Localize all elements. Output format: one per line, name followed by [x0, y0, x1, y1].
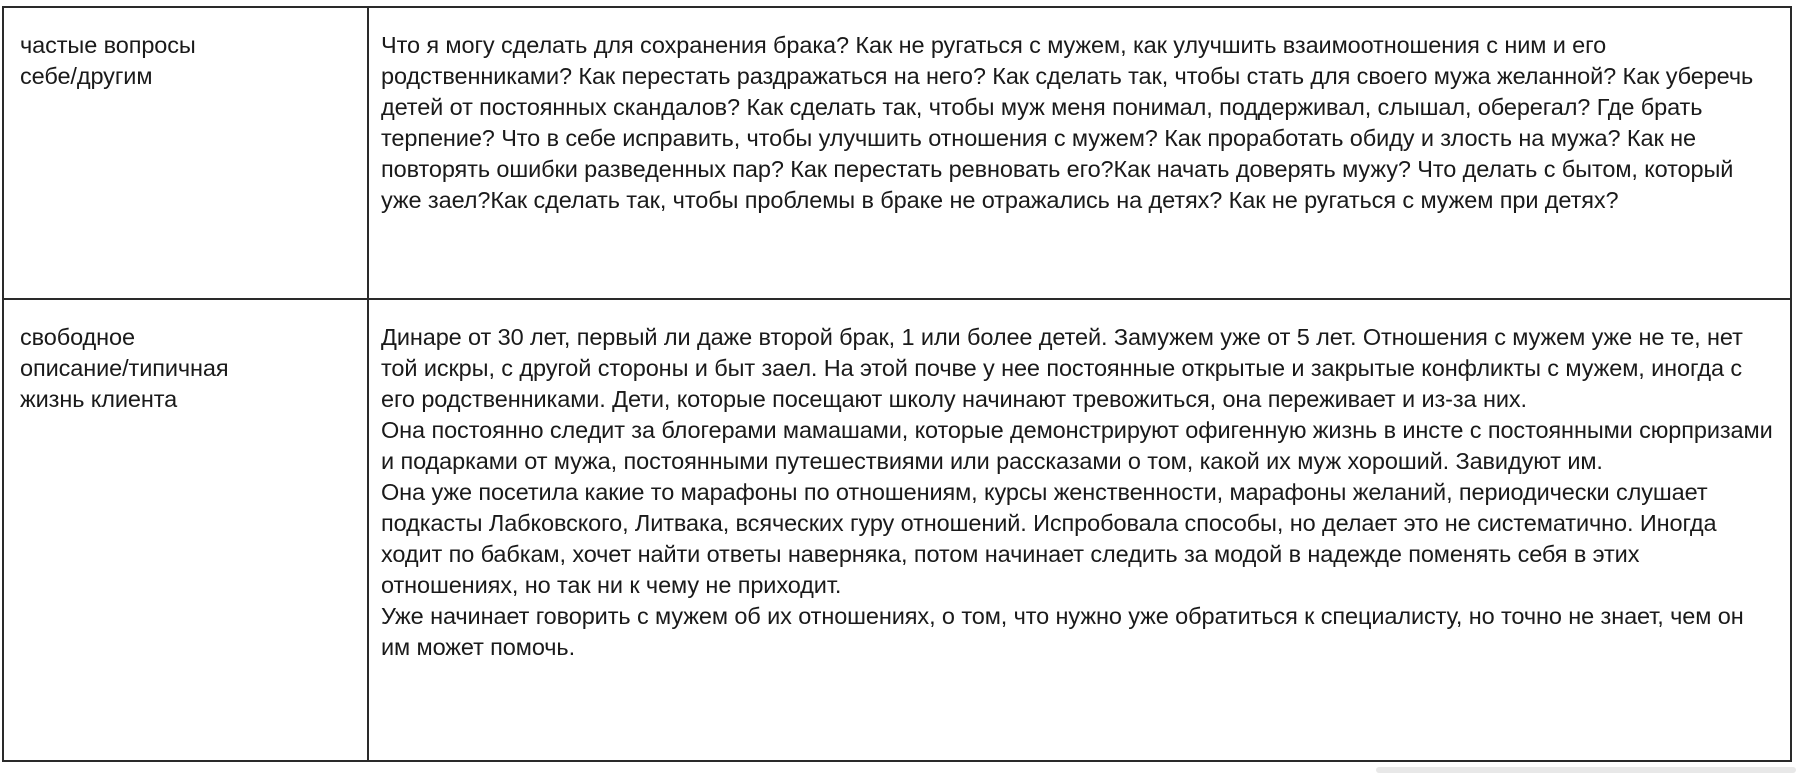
table-row-frequent-questions	[3, 7, 1791, 299]
row-content-client-description	[368, 299, 1791, 761]
horizontal-scrollbar-hint[interactable]	[1376, 767, 1796, 773]
table-row-client-description	[3, 299, 1791, 761]
persona-table	[2, 6, 1792, 762]
description-paragraph-4: Уже начинает говорить с мужем об их отношениях, о том, что нужно уже обратиться к специалисту, но точно не знает, чем он им может помочь.	[381, 603, 1744, 660]
row-label-frequent-questions: частые вопросы себе/другим	[3, 7, 368, 299]
row-content-frequent-questions	[368, 7, 1791, 299]
description-paragraph-1: Динаре от 30 лет, первый ли даже второй брак, 1 или более детей. Замужем уже от 5 лет. Отношения с мужем уже не те, нет той искры, с другой стороны и быт заел. На этой почве у нее постоянные открытые и закрытые конфликты с мужем, иногда с его родственниками. Дети, которые посещают школу начинают тревожиться, она переживает и из-за них.	[381, 324, 1743, 412]
questions-paragraph: Что я могу сделать для сохранения брака? Как не ругаться с мужем, как улучшить взаимоотношения с ним и его родственниками? Как перестать раздражаться на него? Как сделать так, чтобы стать для своего мужа желанной? Как уберечь детей от постоянных скандалов? Как сделать так, чтобы муж меня понимал, поддерживал, слышал, оберегал? Где брать терпение? Что в себе исправить, чтобы улучшить отношения с мужем? Как проработать обиду и злость на мужа? Как не повторять ошибки разведенных пар? Как перестать ревновать его?Как начать доверять мужу? Что делать с бытом, который уже заел?Как сделать так, чтобы проблемы в браке не отражались на детях? Как не ругаться с мужем при детях?	[381, 32, 1754, 213]
row-label-client-description: свободное описание/типичная жизнь клиента	[3, 299, 368, 761]
description-paragraph-2: Она постоянно следит за блогерами мамашами, которые демонстрируют офигенную жизнь в инсте с постоянными сюрпризами и подарками от мужа, постоянными путешествиями или рассказами о том, какой их муж хороший. Завидуют им.	[381, 417, 1773, 474]
description-paragraph-3: Она уже посетила какие то марафоны по отношениям, курсы женственности, марафоны желаний, периодически слушает подкасты Лабковского, Литвака, всяческих гуру отношений. Испробовала способы, но делает это не систематично. Иногда ходит по бабкам, хочет найти ответы наверняка, потом начинает следить за модой в надежде поменять себя в этих отношениях, но так ни к чему не приходит.	[381, 479, 1717, 598]
